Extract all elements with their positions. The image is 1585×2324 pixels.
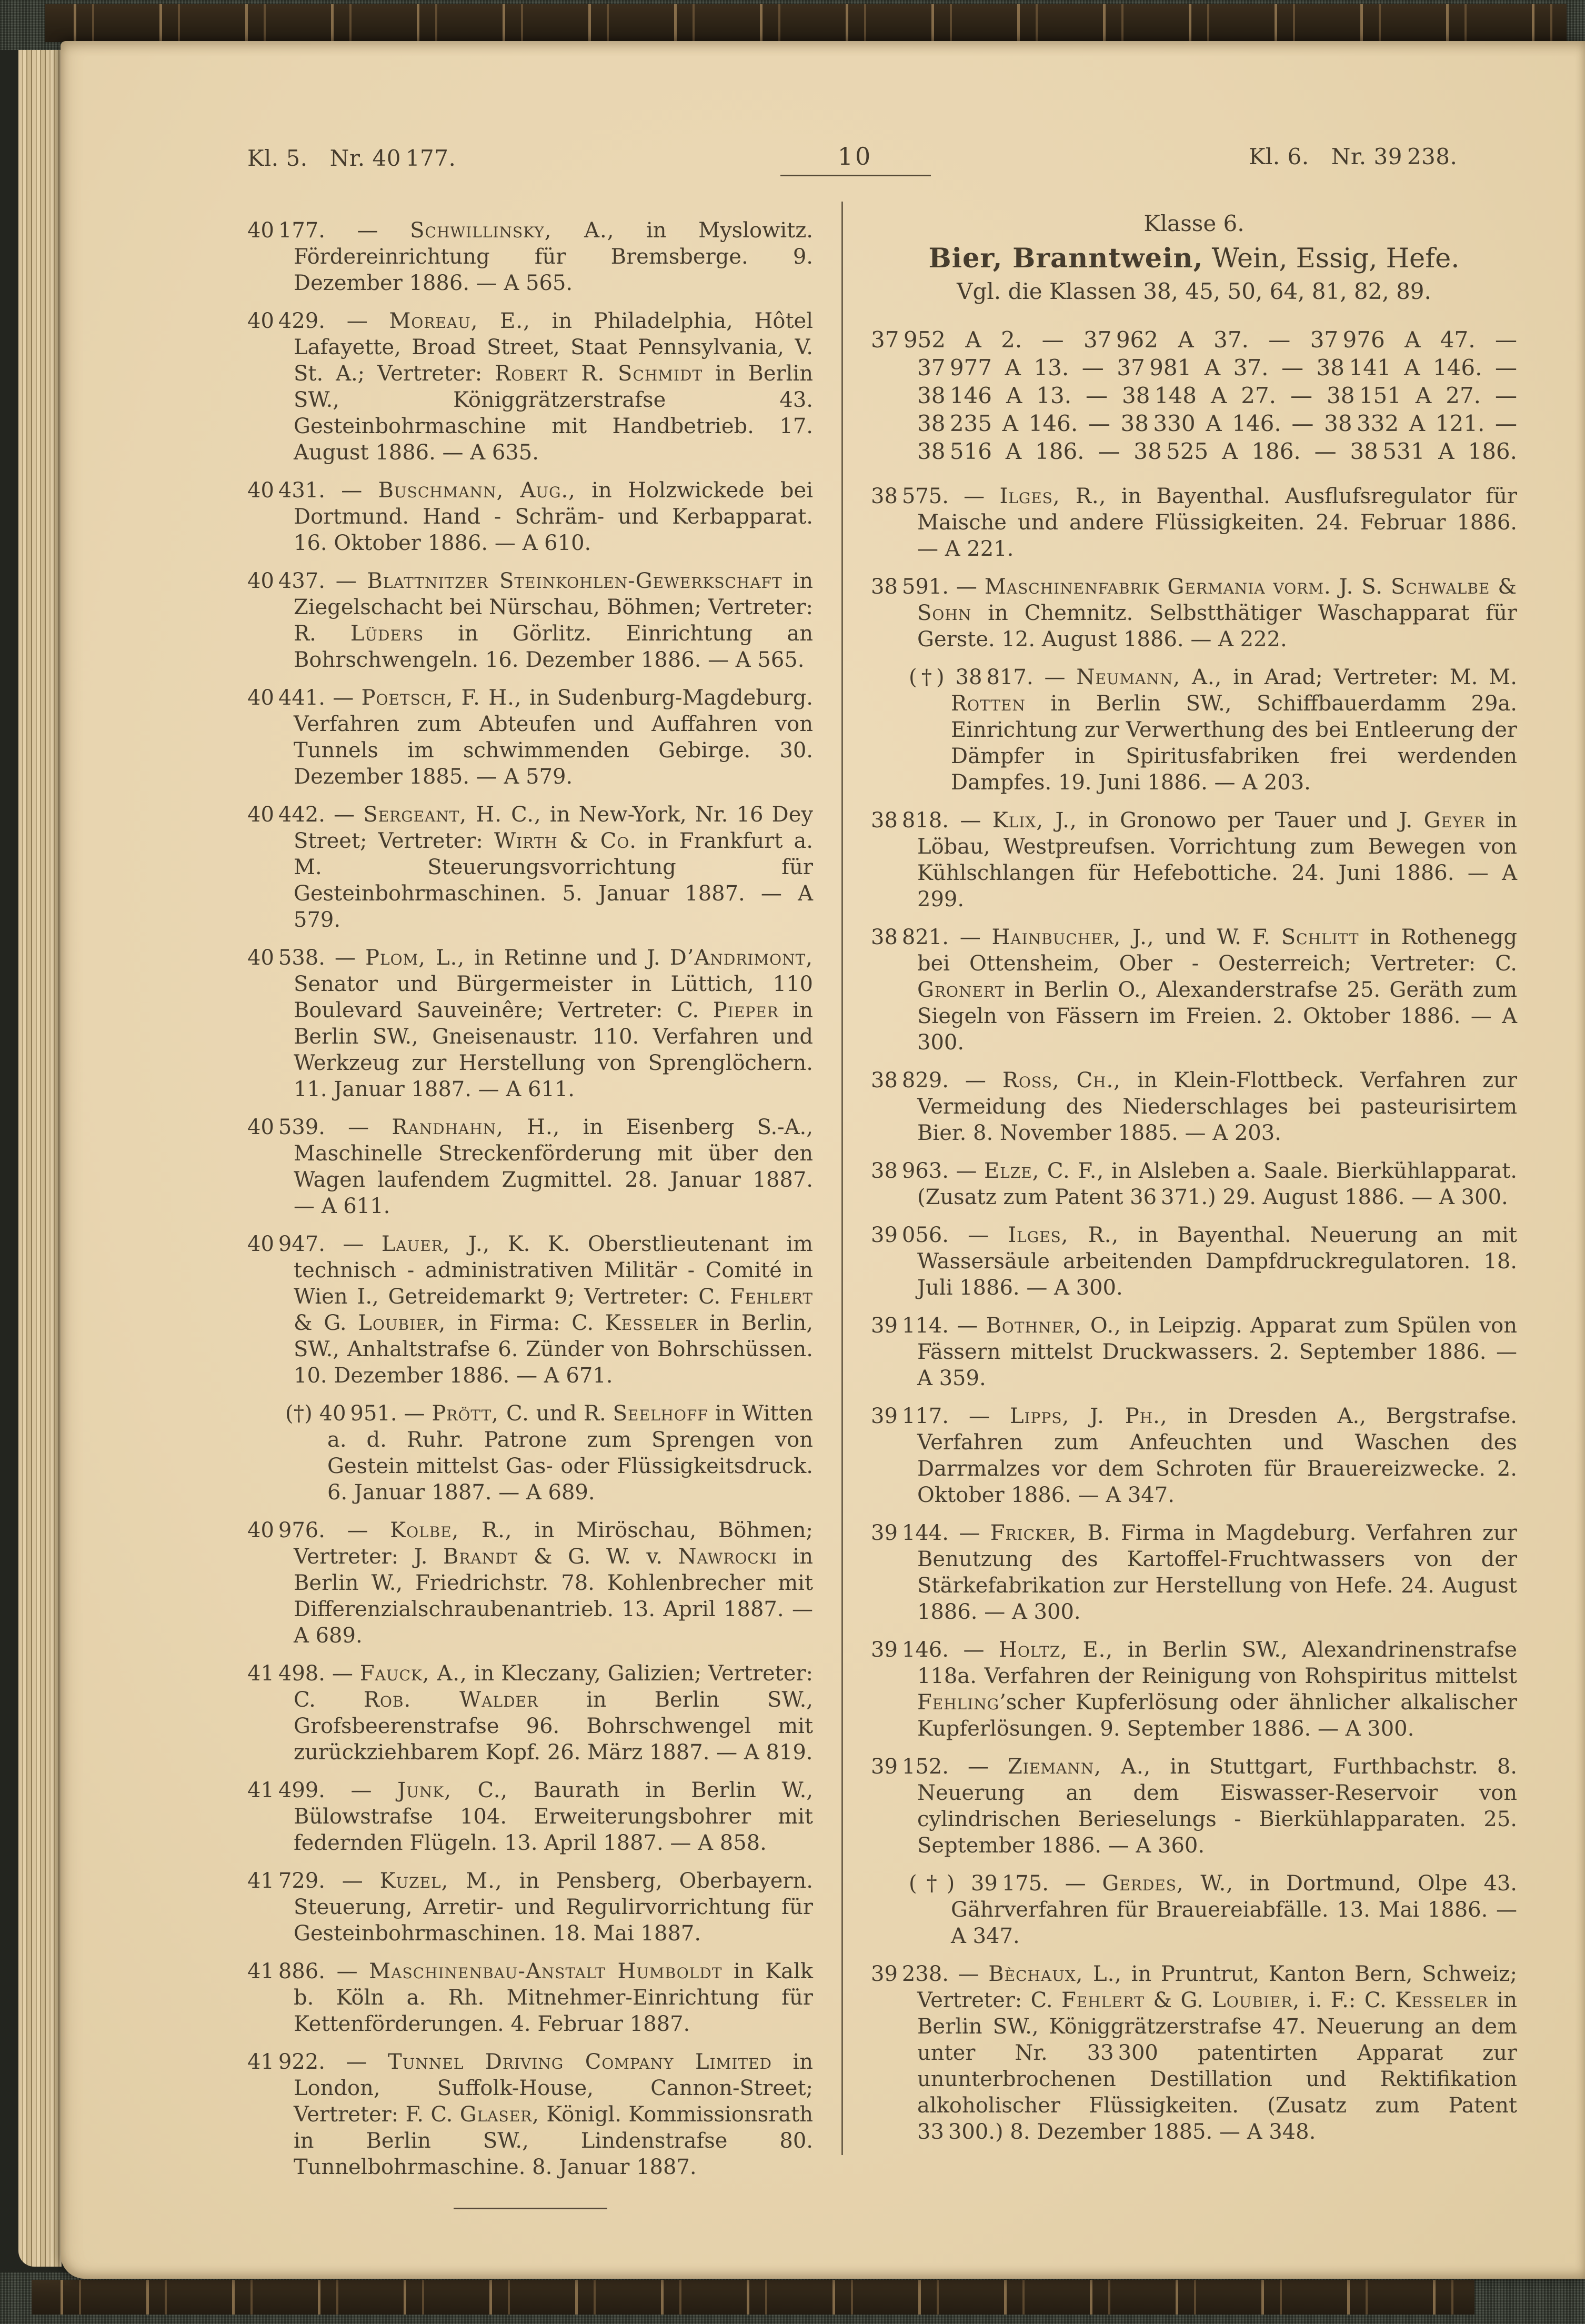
dagger-mark: (†): [909, 1871, 971, 1896]
right-column: [871, 211, 1517, 2157]
class-title: [871, 245, 1517, 272]
small-caps-name: Fehling: [917, 1690, 1000, 1715]
patent-entry: (†) 40 951. — Prött, C. und R. Seelhoff in Witten a. d. Ruhr. Patrone zum Sprengen von Gestein mittelst Gas- oder Flüssigkeitsdruck. 6. Januar 1887. — A 689.: [285, 1401, 813, 1505]
patent-entry: 38 829. — Ross, Ch., in Klein-Flottbeck. Verfahren zur Vermeidung des Niederschlages bei pasteurisirtem Bier. 8. November 1885. — A 203.: [871, 1068, 1517, 1145]
classref-line: 38 516 A 186. — 38 525 A 186. — 38 531 A 186.: [917, 438, 1517, 464]
header-right-nr: Nr. 39 238.: [1331, 144, 1458, 169]
small-caps-name: Gronert: [917, 978, 1006, 1002]
classref-line: 38 146 A 13. — 38 148 A 27. — 38 151 A 27. —: [917, 383, 1517, 408]
patent-entry: 40 442. — Sergeant, H. C., in New-York, Nr. 16 Dey Street; Vertreter: Wirth & Co. in Frankfurt a. M. Steuerungsvorrichtung für Gesteinbohrmaschinen. 5. Januar 1887. — A 579.: [247, 803, 814, 932]
page-edge-stack: [18, 50, 62, 2267]
small-caps-name: Seelhoff: [613, 1401, 708, 1426]
small-caps-name: Sergeant, H. C.,: [363, 803, 541, 827]
patent-entry: 39 114. — Bothner, O., in Leipzig. Apparat zum Spülen von Fässern mittelst Druckwassers. 2. September 1886. — A 359.: [871, 1314, 1517, 1390]
patent-entry: 40 441. — Poetsch, F. H., in Sudenburg-Magdeburg. Verfahren zum Abteufen und Auffahren von Tunnels im schwimmenden Gebirge. 30. Dezember 1885. — A 579.: [247, 686, 813, 789]
small-caps-name: Fricker, B.: [990, 1521, 1111, 1545]
small-caps-name: Loubier,: [358, 1311, 446, 1335]
small-caps-name: Ilges, R.,: [999, 484, 1107, 508]
small-caps-name: Randhahn, H.,: [392, 1115, 560, 1139]
worn-spine-edge-top: [45, 4, 1567, 42]
patent-entry: (†) 39 175. — Gerdes, W., in Dortmund, Olpe 43. Gährverfahren für Brauereiabfälle. 13. Mai 1886. — A 347.: [909, 1871, 1517, 1948]
patent-entry: 38 963. — Elze, C. F., in Alsleben a. Saale. Bierkühlapparat. (Zusatz zum Patent 36 371.) 29. August 1886. — A 300.: [871, 1159, 1517, 1209]
small-caps-name: Lauer, J.,: [381, 1232, 490, 1256]
patent-entry: 41 886. — Maschinenbau-Anstalt Humboldt in Kalk b. Köln a. Rh. Mitnehmer-Einrichtung für Kettenförderungen. 4. Februar 1887.: [247, 1959, 813, 2036]
small-caps-name: Schwillinsky, A.,: [410, 218, 615, 243]
header-right: [1249, 144, 1457, 169]
patent-entry: 39 146. — Holtz, E., in Berlin SW., Alexandrinenstrafse 118a. Verfahren der Reinigung von Rohspiritus mittelst Fehling’scher Kupferlösung oder ähnlicher alkalischer Kupferlösungen. 9. September 1886. — A 300.: [871, 1638, 1517, 1741]
class-crossref-note: Vgl. die Klassen 38, 45, 50, 64, 81, 82, 89.: [957, 278, 1431, 304]
patent-entry: 38 575. — Ilges, R., in Bayenthal. Ausflufsregulator für Maische und andere Flüssigkeiten. 24. Februar 1886. — A 221.: [871, 484, 1518, 561]
header-left-nr: Nr. 40 177.: [329, 145, 456, 171]
small-caps-name: Klix, J.,: [992, 808, 1077, 833]
small-caps-name: Buschmann, Aug.,: [378, 478, 576, 503]
small-caps-name: Geyer: [1423, 808, 1486, 833]
section-end-rule: [454, 2208, 607, 2209]
patent-entry: 41 922. — Tunnel Driving Company Limited in London, Suffolk-House, Cannon-Street; Vertreter: F. C. Glaser, Königl. Kommissionsrath in Berlin SW., Lindenstrafse 80. Tunnelbohrmaschine. 8. Januar 1887.: [247, 2050, 813, 2179]
small-caps-name: Fehlert: [1061, 1988, 1145, 2012]
header-right-klasse: Kl. 6.: [1249, 144, 1309, 169]
small-caps-name: Fehlert: [730, 1285, 813, 1309]
patent-entry: 39 152. — Ziemann, A., in Stuttgart, Furthbachstr. 8. Neuerung an dem Eiswasser-Reservoir von cylindrischen Berieselungs - Bierkühlapparaten. 25. September 1886. — A 360.: [871, 1755, 1517, 1858]
small-caps-name: Bèchaux, L.,: [988, 1962, 1122, 1986]
patent-entry: 39 144. — Fricker, B. Firma in Magdeburg. Verfahren zur Benutzung des Kartoffel-Fruchtwassers von der Stärkefabrikation zur Herstellung von Hefe. 24. August 1886. — A 300.: [871, 1521, 1517, 1624]
page: [61, 41, 1585, 2279]
patent-entry: 40 431. — Buschmann, Aug., in Holzwickede bei Dortmund. Hand - Schräm- und Kerbapparat. 16. Oktober 1886. — A 610.: [247, 478, 813, 555]
small-caps-name: Poetsch, F. H.,: [361, 686, 522, 710]
small-caps-name: Moreau, E.,: [389, 309, 530, 333]
header-left: [247, 145, 456, 171]
small-caps-name: Ilges, R.,: [1008, 1223, 1119, 1247]
small-caps-name: Rotten: [951, 692, 1026, 716]
small-caps-name: Prött, C.: [432, 1401, 529, 1426]
header-left-klasse: Kl. 5.: [247, 145, 308, 171]
worn-spine-edge-bottom: [32, 2280, 1474, 2315]
small-caps-name: Gerdes, W.,: [1102, 1871, 1233, 1896]
classref-line: 38 235 A 146. — 38 330 A 146. — 38 332 A 121. —: [917, 410, 1517, 436]
small-caps-name: Hainbucher, J.,: [991, 925, 1155, 949]
small-caps-name: Fauck, A.,: [359, 1661, 467, 1686]
patent-entry: 40 177. — Schwillinsky, A., in Myslowitz. Fördereinrichtung für Bremsberge. 9. Dezember 1886. — A 565.: [247, 218, 813, 295]
small-caps-name: Ziemann, A.,: [1008, 1755, 1151, 1779]
small-caps-name: Plom, L.,: [365, 946, 465, 970]
class-title-bold: Bier, Branntwein,: [928, 243, 1203, 274]
patent-entry: 38 818. — Klix, J., in Gronowo per Tauer und J. Geyer in Löbau, Westpreufsen. Vorrichtung zum Bewegen von Kühlschlangen für Hefebottiche. 24. Juni 1886. — A 299.: [871, 808, 1517, 911]
patent-entry: 41 499. — Junk, C., Baurath in Berlin W., Bülowstrafse 104. Erweiterungsbohrer mit federnden Flügeln. 13. April 1887. — A 858.: [247, 1778, 813, 1855]
patent-entry: 40 976. — Kolbe, R., in Miröschau, Böhmen; Vertreter: J. Brandt & G. W. v. Nawrocki in Berlin W., Friedrichstr. 78. Kohlenbrecher mit Differenzialschraubenantrieb. 13. April 1887. — A 689.: [247, 1518, 813, 1648]
small-caps-name: Kesseler: [605, 1311, 698, 1335]
left-column: [247, 217, 813, 2209]
small-caps-name: Rob. Walder: [363, 1688, 539, 1712]
classref-line: 37 977 A 13. — 37 981 A 37. — 38 141 A 146. —: [917, 355, 1517, 380]
small-caps-name: Maschinenfabrik Germania vorm. J. S. Schwalbe & Sohn: [917, 575, 1517, 625]
classref-line: 37 952 A 2. — 37 962 A 37. — 37 976 A 47. —: [871, 327, 1517, 353]
small-caps-name: Neumann, A.,: [1076, 665, 1222, 689]
patent-entry: 38 591. — Maschinenfabrik Germania vorm. J. S. Schwalbe & Sohn in Chemnitz. Selbstthätiger Waschapparat für Gerste. 12. August 1886. — A 222.: [871, 575, 1517, 652]
small-caps-name: Bothner, O.,: [986, 1314, 1121, 1338]
patent-entry: 40 947. — Lauer, J., K. K. Oberstlieutenant im technisch - administrativen Militär - Comité in Wien I., Getreidemarkt 9; Vertreter: C. Fehlert & G. Loubier, in Firma: C. Kesseler in Berlin, SW., Anhaltstrafse 6. Zünder von Bohrschüssen. 10. Dezember 1886. — A 671.: [247, 1232, 813, 1388]
small-caps-name: Kuzel, M.,: [379, 1869, 503, 1893]
patent-entry: 41 498. — Fauck, A., in Kleczany, Galizien; Vertreter: C. Rob. Walder in Berlin SW., Grofsbeerenstrafse 96. Bohrschwengel mit zurückziehbarem Kopf. 26. März 1887. — A 819.: [247, 1661, 814, 1765]
small-caps-name: Kolbe, R.,: [390, 1518, 513, 1542]
small-caps-name: Junk, C.,: [397, 1778, 508, 1802]
small-caps-name: Kesseler: [1395, 1988, 1488, 2012]
patent-entry: 39 238. — Bèchaux, L., in Pruntrut, Kanton Bern, Schweiz; Vertreter: C. Fehlert & G. Loubier, i. F.: C. Kesseler in Berlin SW., Königgrätzerstrafse 47. Neuerung an dem unter Nr. 33 300 patentirten Apparat zur ununterbrochenen Destillation und Rektifikation alkoholischer Flüssigkeiten. (Zusatz zum Patent 33 300.) 8. Dezember 1885. — A 348.: [871, 1962, 1517, 2144]
small-caps-name: Holtz, E.,: [998, 1638, 1113, 1662]
patent-entry: 40 437. — Blattnitzer Steinkohlen-Gewerkschaft in Ziegelschacht bei Nürschau, Böhmen; Vertreter: R. Lüders in Görlitz. Einrichtung an Bohrschwengeln. 16. Dezember 1886. — A 565.: [247, 569, 813, 672]
patent-entry: 38 821. — Hainbucher, J., und W. F. Schlitt in Rothenegg bei Ottensheim, Ober - Oesterreich; Vertreter: C. Gronert in Berlin O., Alexanderstrafse 25. Geräth zum Siegeln von Fässern im Freien. 2. Oktober 1886. — A 300.: [871, 925, 1517, 1055]
class-title-rest: Wein, Essig, Hefe.: [1203, 243, 1460, 274]
book-cover-bottom: [0, 2272, 1585, 2324]
patent-entry: (†) 38 817. — Neumann, A., in Arad; Vertreter: M. M. Rotten in Berlin SW., Schiffbauerdamm 29a. Einrichtung zur Verwerthung des bei Entleerung der Dämpfer in Spiritusfabriken frei werdenden Dampfes. 19. Juni 1886. — A 203.: [909, 665, 1517, 795]
small-caps-name: Glaser,: [459, 2102, 539, 2127]
small-caps-name: Tunnel Driving Company Limited: [388, 2050, 772, 2074]
patent-entry: 39 117. — Lipps, J. Ph., in Dresden A., Bergstrafse. Verfahren zum Anfeuchten und Waschen des Darrmalzes vor dem Schroten für Brauereizwecke. 2. Oktober 1886. — A 347.: [871, 1404, 1517, 1507]
small-caps-name: Nawrocki: [678, 1545, 777, 1569]
small-caps-name: Wirth & Co.: [494, 829, 637, 853]
column-divider: [841, 202, 843, 2155]
small-caps-name: Maschinenbau-Anstalt Humboldt: [369, 1959, 723, 1984]
classref-number-list: [871, 326, 1517, 465]
small-caps-name: Elze, C. F.,: [984, 1159, 1105, 1183]
patent-entry: 40 539. — Randhahn, H., in Eisenberg S.-A., Maschinelle Streckenförderung mit über den Wagen laufendem Zugmittel. 28. Januar 1887. — A 611.: [247, 1115, 813, 1218]
left-entry-list: [247, 217, 813, 2180]
small-caps-name: Robert R. Schmidt: [495, 362, 703, 386]
page-number: 10: [837, 142, 873, 171]
dagger-mark: (†): [285, 1401, 319, 1426]
small-caps-name: Schlitt: [1281, 925, 1359, 949]
small-caps-name: Blattnitzer Steinkohlen-Gewerkschaft: [367, 569, 783, 593]
small-caps-name: Loubier,: [1212, 1988, 1300, 2012]
dagger-mark: (†): [909, 665, 956, 689]
patent-entry: 41 729. — Kuzel, M., in Pensberg, Oberbayern. Steuerung, Arretir- und Regulirvorrichtung für Gesteinbohrmaschinen. 18. Mai 1887.: [247, 1869, 813, 1946]
page-number-rule: [780, 175, 931, 176]
patent-entry: 39 056. — Ilges, R., in Bayenthal. Neuerung an mit Wassersäule arbeitenden Dampfdruckregulatoren. 18. Juli 1886. — A 300.: [871, 1223, 1518, 1300]
patent-entry: 40 429. — Moreau, E., in Philadelphia, Hôtel Lafayette, Broad Street, Staat Pennsylvania, V. St. A.; Vertreter: Robert R. Schmidt in Berlin SW., Königgrätzerstrafse 43. Gesteinbohrmaschine mit Handbetrieb. 17. August 1886. — A 635.: [247, 309, 813, 465]
small-caps-name: Ross, Ch.,: [1002, 1068, 1121, 1093]
patent-entry: 40 538. — Plom, L., in Retinne und J. D’Andrimont, Senator und Bürgermeister in Lüttich, 110 Boulevard Sauveinêre; Vertreter: C. Pieper in Berlin SW., Gneisenaustr. 110. Verfahren und Werkzeug zur Herstellung von Sprenglöchern. 11. Januar 1887. — A 611.: [247, 946, 813, 1101]
right-entry-list: [871, 483, 1517, 2145]
small-caps-name: Lüders: [350, 622, 424, 646]
class-heading: Klasse 6.: [1143, 211, 1245, 236]
small-caps-name: Brandt: [443, 1545, 518, 1569]
small-caps-name: Pieper: [713, 998, 779, 1023]
small-caps-name: Lipps, J. Ph.,: [1009, 1404, 1168, 1428]
small-caps-name: D’Andrimont,: [669, 946, 813, 970]
